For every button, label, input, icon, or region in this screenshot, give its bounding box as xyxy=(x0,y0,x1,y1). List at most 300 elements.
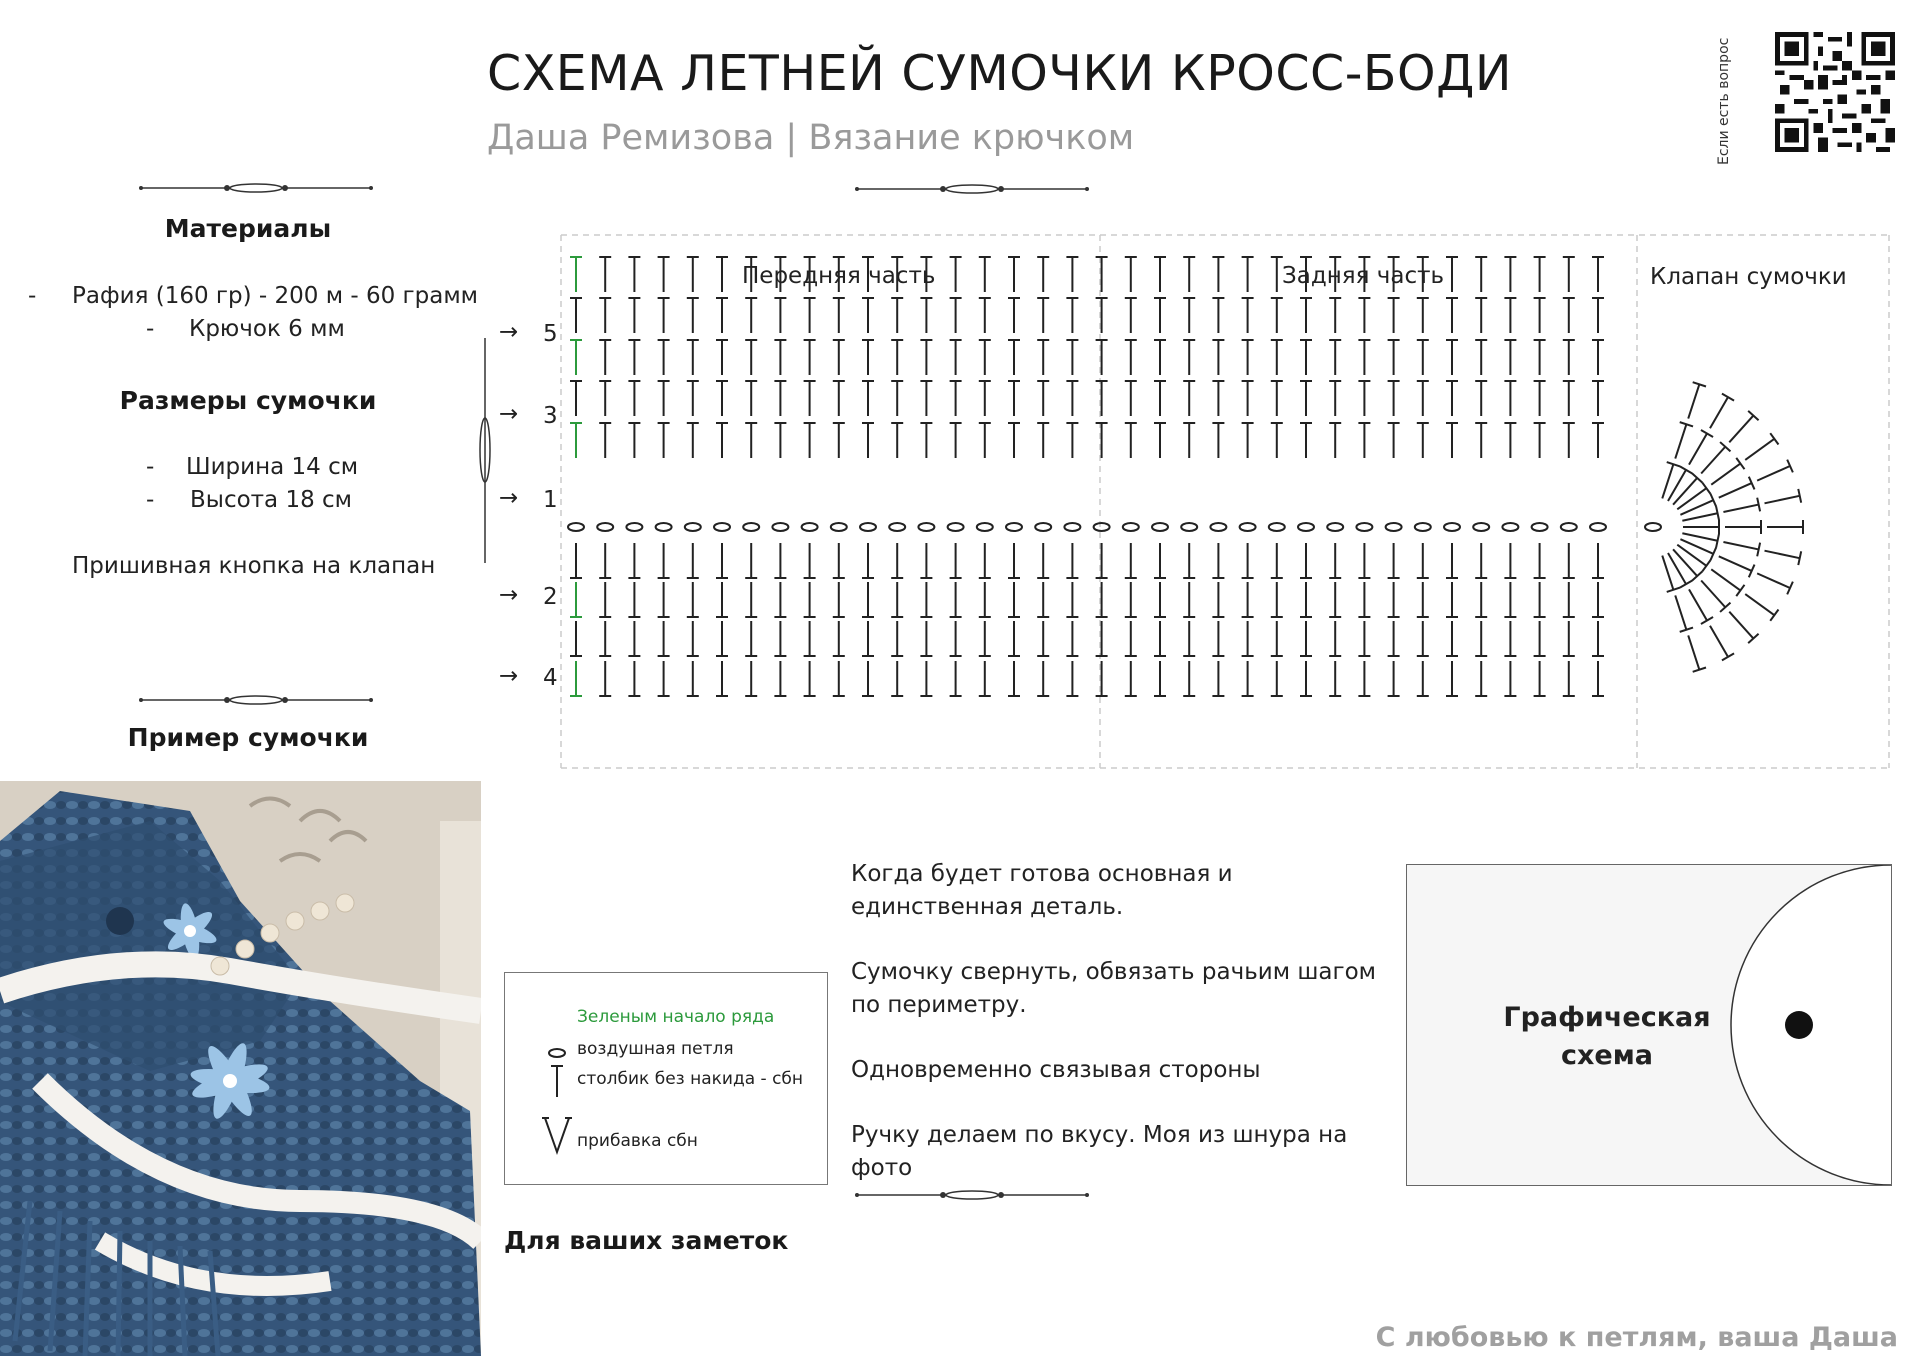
sc-stitch xyxy=(628,582,640,617)
sc-stitch xyxy=(628,257,640,292)
notes-heading: Для ваших заметок xyxy=(504,1226,789,1255)
sc-stitch xyxy=(1388,423,1400,458)
sc-stitch xyxy=(950,257,962,292)
sc-stitch xyxy=(804,543,816,578)
sc-stitch xyxy=(1329,543,1341,578)
flap-stitch xyxy=(1682,533,1719,547)
sc-stitch xyxy=(1154,661,1166,696)
flap-stitch xyxy=(1765,489,1802,503)
sc-stitch xyxy=(1154,582,1166,617)
sc-stitch xyxy=(1242,582,1254,617)
sc-stitch xyxy=(1125,661,1137,696)
section-front-label: Передняя часть xyxy=(742,263,936,289)
sc-stitch xyxy=(658,298,670,333)
sc-stitch xyxy=(1037,257,1049,292)
sc-stitch xyxy=(1446,661,1458,696)
sc-stitch xyxy=(1212,257,1224,292)
sc-stitch xyxy=(1096,298,1108,333)
sc-stitch xyxy=(862,582,874,617)
sc-stitch xyxy=(1271,621,1283,656)
sc-stitch xyxy=(1125,381,1137,416)
sc-stitch xyxy=(950,582,962,617)
sizes-bullet: - xyxy=(146,454,155,480)
sc-stitch xyxy=(570,257,582,292)
sc-stitch xyxy=(1534,582,1546,617)
sc-stitch xyxy=(1563,582,1575,617)
bag-photo xyxy=(0,781,481,1356)
chain-stitch xyxy=(1645,523,1661,531)
sc-stitch xyxy=(1300,661,1312,696)
sc-stitch xyxy=(1066,257,1078,292)
chain-stitch xyxy=(1386,523,1402,531)
flap-stitch xyxy=(1745,433,1778,460)
chain-stitch xyxy=(568,523,584,531)
flap-stitch xyxy=(1767,520,1803,534)
sc-stitch xyxy=(891,381,903,416)
sc-stitch xyxy=(1417,582,1429,617)
sc-stitch xyxy=(1183,423,1195,458)
chain-stitch xyxy=(1181,523,1197,531)
sc-stitch xyxy=(1125,340,1137,375)
sc-stitch xyxy=(1475,621,1487,656)
sc-stitch xyxy=(774,381,786,416)
sc-stitch xyxy=(658,423,670,458)
sc-stitch xyxy=(1534,381,1546,416)
sc-stitch xyxy=(1037,340,1049,375)
flap-stitch xyxy=(1757,460,1793,481)
sc-stitch xyxy=(1212,543,1224,578)
sc-stitch xyxy=(1475,381,1487,416)
row-label-4: 4 xyxy=(543,665,558,691)
sc-stitch xyxy=(1271,423,1283,458)
sc-stitch xyxy=(950,661,962,696)
sizes-heading: Размеры сумочки xyxy=(119,386,377,415)
sc-stitch xyxy=(687,257,699,292)
sc-stitch xyxy=(658,661,670,696)
sc-stitch xyxy=(1563,621,1575,656)
sc-stitch xyxy=(1358,423,1370,458)
sc-stitch xyxy=(774,340,786,375)
flap-stitch xyxy=(1683,520,1719,534)
sc-stitch xyxy=(950,543,962,578)
sizes-bullet: - xyxy=(146,487,155,513)
sc-stitch xyxy=(687,621,699,656)
flap-stitch xyxy=(1701,581,1730,612)
sc-stitch xyxy=(1037,423,1049,458)
sc-stitch xyxy=(1271,298,1283,333)
sc-stitch xyxy=(979,298,991,333)
sc-stitch xyxy=(1212,381,1224,416)
sc-stitch xyxy=(1563,257,1575,292)
sc-stitch xyxy=(1388,543,1400,578)
sc-stitch xyxy=(1563,340,1575,375)
sc-stitch xyxy=(687,340,699,375)
sc-stitch xyxy=(804,661,816,696)
sc-stitch xyxy=(716,543,728,578)
chain-stitch xyxy=(1152,523,1168,531)
flap-stitch xyxy=(1688,635,1706,671)
sc-stitch xyxy=(1417,423,1429,458)
sc-stitch xyxy=(774,621,786,656)
chain-stitch xyxy=(1327,523,1343,531)
sc-stitch xyxy=(1154,423,1166,458)
chain-stitch xyxy=(1269,523,1285,531)
legend-item-increase: прибавка сбн xyxy=(577,1131,698,1151)
example-heading: Пример сумочки xyxy=(127,723,369,752)
sc-stitch xyxy=(1096,340,1108,375)
sc-stitch xyxy=(1154,543,1166,578)
sc-stitch xyxy=(1475,298,1487,333)
chain-stitch xyxy=(714,523,730,531)
sc-stitch xyxy=(1242,543,1254,578)
sc-stitch xyxy=(1417,340,1429,375)
sc-stitch xyxy=(1504,543,1516,578)
chain-stitch xyxy=(772,523,788,531)
row-arrow-icon: → xyxy=(499,319,519,345)
sc-stitch xyxy=(979,661,991,696)
sc-stitch xyxy=(1358,298,1370,333)
sc-stitch xyxy=(979,257,991,292)
sc-stitch xyxy=(658,621,670,656)
sc-stitch xyxy=(1358,582,1370,617)
sc-stitch xyxy=(774,423,786,458)
sc-stitch xyxy=(628,661,640,696)
sc-stitch xyxy=(1183,381,1195,416)
flap-stitch xyxy=(1719,477,1755,498)
sc-stitch xyxy=(950,340,962,375)
sc-stitch xyxy=(1125,582,1137,617)
chain-stitch xyxy=(597,523,613,531)
sc-stitch xyxy=(920,381,932,416)
sc-stitch xyxy=(1592,621,1604,656)
sc-stitch xyxy=(1125,257,1137,292)
sc-stitch xyxy=(599,621,611,656)
chain-stitch xyxy=(802,523,818,531)
sc-stitch xyxy=(1592,340,1604,375)
sc-stitch xyxy=(1008,543,1020,578)
sizes-item-height: Высота 18 см xyxy=(190,487,353,513)
sc-stitch xyxy=(1242,661,1254,696)
flap-stitch xyxy=(1688,382,1706,418)
flap-stitch xyxy=(1673,473,1702,504)
chain-stitch-icon xyxy=(547,1047,567,1059)
sc-stitch xyxy=(1271,257,1283,292)
crochet-diagram xyxy=(470,228,1890,780)
sc-stitch xyxy=(1300,381,1312,416)
sc-stitch xyxy=(745,340,757,375)
sc-stitch xyxy=(687,423,699,458)
sc-stitch xyxy=(1504,298,1516,333)
sc-stitch xyxy=(628,381,640,416)
sc-stitch xyxy=(1008,298,1020,333)
chain-stitch xyxy=(685,523,701,531)
sc-stitch xyxy=(1212,661,1224,696)
sc-stitch xyxy=(1534,298,1546,333)
sc-stitch xyxy=(979,423,991,458)
chain-stitch xyxy=(1240,523,1256,531)
materials-item-hook: Крючок 6 мм xyxy=(189,316,345,342)
sc-stitch xyxy=(1154,621,1166,656)
increase-stitch-icon xyxy=(541,1115,573,1155)
divider-ornament xyxy=(139,180,373,196)
sc-stitch xyxy=(628,340,640,375)
sc-stitch xyxy=(1183,661,1195,696)
sc-stitch xyxy=(1475,582,1487,617)
flap-stitch xyxy=(1662,462,1680,498)
row-label-5: 5 xyxy=(543,321,558,347)
sc-stitch xyxy=(658,381,670,416)
sc-stitch xyxy=(804,582,816,617)
sc-stitch xyxy=(570,582,582,617)
row-arrow-icon: → xyxy=(499,582,519,608)
sc-stitch xyxy=(1446,582,1458,617)
flap-stitch xyxy=(1729,612,1758,643)
sc-stitch xyxy=(1592,298,1604,333)
sc-stitch xyxy=(1329,340,1341,375)
chain-stitch xyxy=(1502,523,1518,531)
sc-stitch xyxy=(920,340,932,375)
sc-stitch xyxy=(1008,257,1020,292)
sc-stitch xyxy=(1329,298,1341,333)
sc-stitch xyxy=(599,257,611,292)
sc-stitch xyxy=(1388,621,1400,656)
sc-stitch xyxy=(979,340,991,375)
sc-stitch xyxy=(1504,661,1516,696)
sc-stitch xyxy=(570,423,582,458)
sc-stitch xyxy=(1592,543,1604,578)
sc-stitch xyxy=(1504,340,1516,375)
instruction-3: Одновременно связывая стороны xyxy=(851,1057,1261,1083)
sc-stitch xyxy=(1358,661,1370,696)
sc-stitch xyxy=(862,423,874,458)
instructions xyxy=(851,858,1391,1217)
sc-stitch xyxy=(1066,661,1078,696)
chain-stitch xyxy=(656,523,672,531)
sc-stitch xyxy=(950,621,962,656)
qr-code-icon[interactable] xyxy=(1775,32,1895,152)
materials-bullet: - xyxy=(28,283,37,309)
sc-stitch xyxy=(1008,423,1020,458)
sc-stitch xyxy=(1300,423,1312,458)
sc-stitch xyxy=(599,340,611,375)
sc-stitch xyxy=(833,340,845,375)
sc-stitch xyxy=(716,661,728,696)
sc-stitch xyxy=(1358,621,1370,656)
row-label-3: 3 xyxy=(543,403,558,429)
chain-stitch xyxy=(1123,523,1139,531)
sc-stitch xyxy=(1008,621,1020,656)
row-label-2: 2 xyxy=(543,584,558,610)
sc-stitch xyxy=(1563,381,1575,416)
instruction-2: Сумочку свернуть, обвязать рачьим шагом по периметру. xyxy=(851,959,1377,1018)
sc-stitch xyxy=(920,621,932,656)
sc-stitch xyxy=(1446,381,1458,416)
sc-stitch xyxy=(1475,543,1487,578)
sc-stitch xyxy=(1271,543,1283,578)
sc-stitch xyxy=(1212,582,1224,617)
single-crochet-icon xyxy=(547,1063,567,1099)
qr-note: Если есть вопрос xyxy=(1716,37,1732,165)
row-label-1: 1 xyxy=(543,487,558,513)
chain-stitch xyxy=(1035,523,1051,531)
sc-stitch xyxy=(891,621,903,656)
sc-stitch xyxy=(716,621,728,656)
sc-stitch xyxy=(1125,423,1137,458)
page-subtitle: Даша Ремизова | Вязание крючком xyxy=(487,118,1135,158)
sc-stitch xyxy=(891,661,903,696)
sc-stitch xyxy=(1154,381,1166,416)
snap-button-icon xyxy=(1785,1011,1813,1039)
sc-stitch xyxy=(745,621,757,656)
sc-stitch xyxy=(891,582,903,617)
flap-stitch xyxy=(1689,430,1713,465)
sc-stitch xyxy=(1096,423,1108,458)
sc-stitch xyxy=(1008,340,1020,375)
instruction-1: Когда будет готова основная и единственная деталь. xyxy=(851,861,1233,920)
sc-stitch xyxy=(1242,381,1254,416)
sc-stitch xyxy=(1271,381,1283,416)
sc-stitch xyxy=(599,661,611,696)
sc-stitch xyxy=(774,543,786,578)
chain-stitch xyxy=(860,523,876,531)
chain-stitch xyxy=(1590,523,1606,531)
footer-signature: С любовью к петлям, ваша Даша xyxy=(1375,1322,1898,1353)
sc-stitch xyxy=(1242,340,1254,375)
sc-stitch xyxy=(1300,543,1312,578)
divider-ornament xyxy=(855,181,1089,197)
sc-stitch xyxy=(1271,340,1283,375)
sc-stitch xyxy=(1096,661,1108,696)
flap-stitch xyxy=(1765,551,1802,565)
sc-stitch xyxy=(1358,340,1370,375)
legend-item-chain: воздушная петля xyxy=(577,1039,734,1059)
sc-stitch xyxy=(716,257,728,292)
sc-stitch xyxy=(1242,621,1254,656)
sc-stitch xyxy=(804,621,816,656)
chain-stitch xyxy=(1473,523,1489,531)
row-arrow-icon: → xyxy=(499,485,519,511)
sc-stitch xyxy=(658,257,670,292)
sc-stitch xyxy=(1446,340,1458,375)
sc-stitch xyxy=(920,298,932,333)
sc-stitch xyxy=(1475,257,1487,292)
sc-stitch xyxy=(950,298,962,333)
sc-stitch xyxy=(1504,582,1516,617)
sc-stitch xyxy=(1446,543,1458,578)
row-arrow-icon: → xyxy=(499,401,519,427)
sc-stitch xyxy=(1242,298,1254,333)
sc-stitch xyxy=(920,661,932,696)
sc-stitch xyxy=(1446,298,1458,333)
sc-stitch xyxy=(658,340,670,375)
sc-stitch xyxy=(1329,381,1341,416)
sc-stitch xyxy=(833,298,845,333)
sc-stitch xyxy=(1271,582,1283,617)
flap-stitch xyxy=(1745,594,1778,621)
divider-ornament xyxy=(139,692,373,708)
sc-stitch xyxy=(920,582,932,617)
sc-stitch xyxy=(1592,381,1604,416)
sc-stitch xyxy=(1183,582,1195,617)
sc-stitch xyxy=(628,543,640,578)
sc-stitch xyxy=(716,340,728,375)
sc-stitch xyxy=(1329,423,1341,458)
chain-stitch xyxy=(1298,523,1314,531)
sc-stitch xyxy=(1037,582,1049,617)
sc-stitch xyxy=(1300,340,1312,375)
sc-stitch xyxy=(687,381,699,416)
sc-stitch xyxy=(1358,381,1370,416)
sc-stitch xyxy=(1417,298,1429,333)
sc-stitch xyxy=(1037,543,1049,578)
graphic-scheme-box xyxy=(1406,864,1892,1186)
flap-stitch xyxy=(1675,422,1693,458)
sc-stitch xyxy=(687,543,699,578)
sc-stitch xyxy=(1183,340,1195,375)
sc-stitch xyxy=(1475,340,1487,375)
sc-stitch xyxy=(1066,340,1078,375)
flap-stitch xyxy=(1725,520,1761,534)
sc-stitch xyxy=(1446,423,1458,458)
section-back-label: Задняя часть xyxy=(1282,263,1445,289)
sc-stitch xyxy=(1242,423,1254,458)
sc-stitch xyxy=(1096,582,1108,617)
sc-stitch xyxy=(1037,381,1049,416)
sc-stitch xyxy=(1066,423,1078,458)
sc-stitch xyxy=(1563,298,1575,333)
sc-stitch xyxy=(1534,423,1546,458)
sc-stitch xyxy=(862,621,874,656)
sc-stitch xyxy=(1417,381,1429,416)
sc-stitch xyxy=(658,582,670,617)
section-flap-label: Клапан сумочки xyxy=(1650,264,1847,290)
sc-stitch xyxy=(774,298,786,333)
chain-stitch xyxy=(1210,523,1226,531)
sc-stitch xyxy=(979,381,991,416)
sc-stitch xyxy=(891,423,903,458)
sc-stitch xyxy=(1183,621,1195,656)
sc-stitch xyxy=(862,381,874,416)
chain-stitch xyxy=(1094,523,1110,531)
sc-stitch xyxy=(1212,621,1224,656)
chain-stitch xyxy=(1561,523,1577,531)
sc-stitch xyxy=(1096,257,1108,292)
sc-stitch xyxy=(1154,257,1166,292)
sc-stitch xyxy=(1592,423,1604,458)
sc-stitch xyxy=(687,661,699,696)
graphic-scheme-label: Графическая схема xyxy=(1503,1002,1711,1071)
sc-stitch xyxy=(1066,621,1078,656)
page-title: СХЕМА ЛЕТНЕЙ СУМОЧКИ КРОСС-БОДИ xyxy=(487,45,1513,102)
sc-stitch xyxy=(745,423,757,458)
sc-stitch xyxy=(570,543,582,578)
sc-stitch xyxy=(804,340,816,375)
sc-stitch xyxy=(1534,661,1546,696)
sc-stitch xyxy=(1592,582,1604,617)
chain-stitch xyxy=(1006,523,1022,531)
instruction-4: Ручку делаем по вкусу. Моя из шнура на фото xyxy=(851,1122,1348,1181)
sc-stitch xyxy=(1154,298,1166,333)
sc-stitch xyxy=(745,543,757,578)
sc-stitch xyxy=(1534,543,1546,578)
sc-stitch xyxy=(833,661,845,696)
flap-stitch xyxy=(1711,458,1744,485)
sc-stitch xyxy=(1358,543,1370,578)
sc-stitch xyxy=(570,661,582,696)
sc-stitch xyxy=(599,298,611,333)
sc-stitch xyxy=(1417,543,1429,578)
sc-stitch xyxy=(774,661,786,696)
